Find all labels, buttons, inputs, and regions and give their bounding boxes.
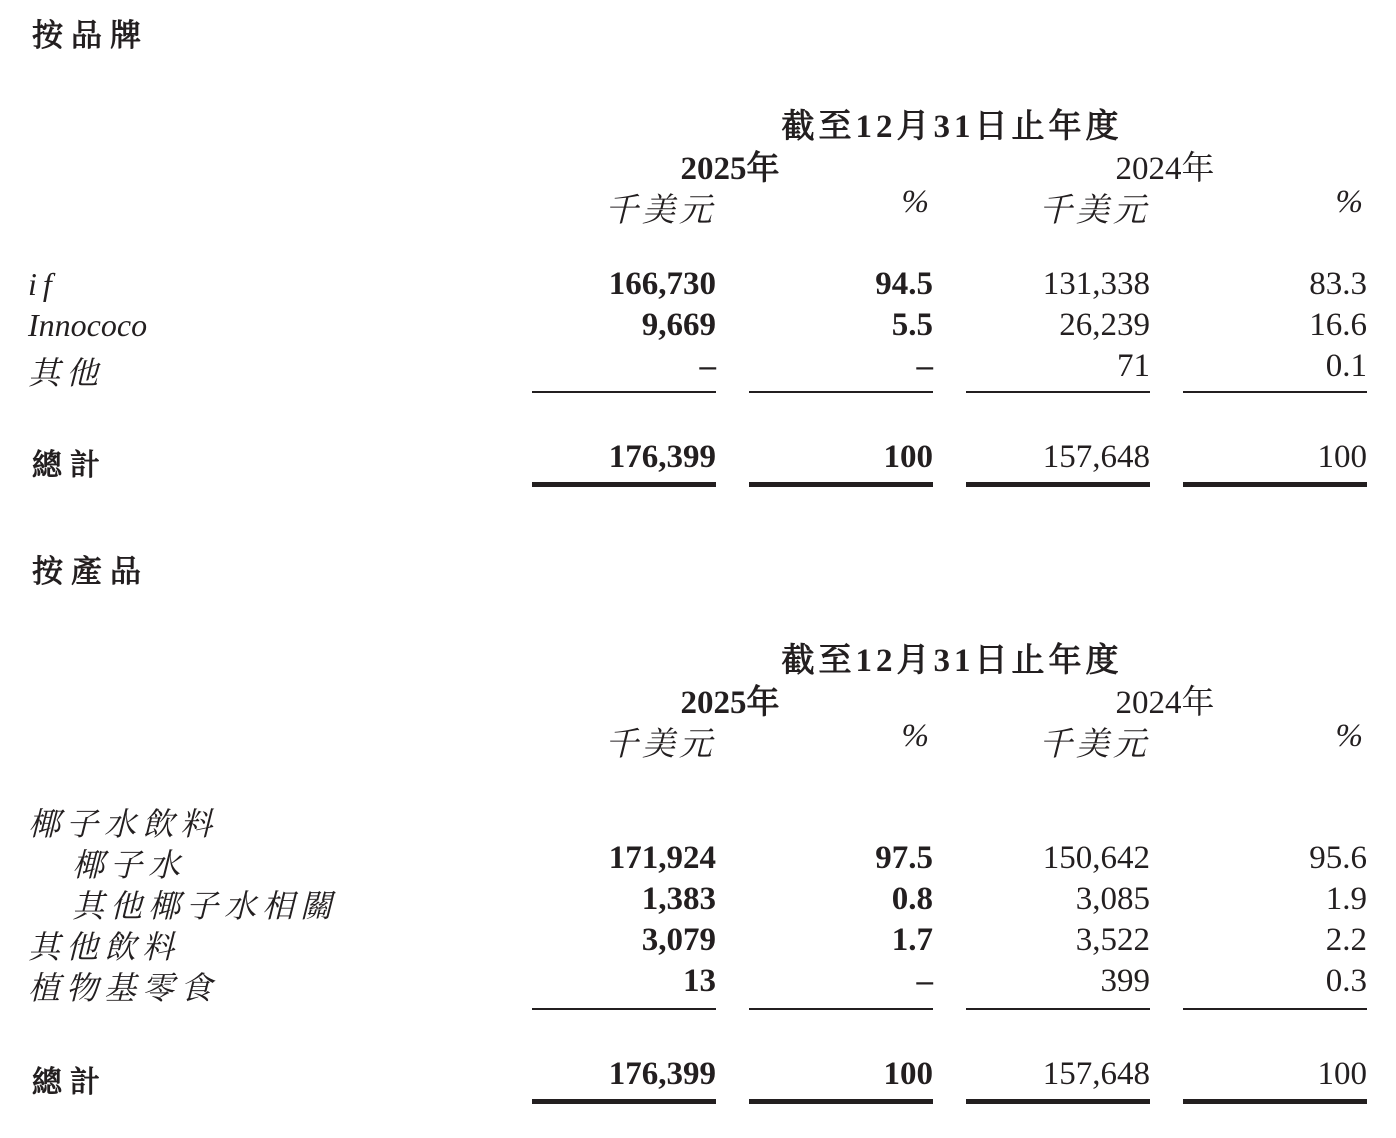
cell-value: 399 [1100,963,1150,999]
total-rule [532,482,716,487]
row-label-other-coconut-water-related: 其他椰子水相關 [72,888,339,924]
unit-header-amount-2025: 千美元 [605,727,716,763]
cell-value: 1.7 [891,922,933,958]
subtotal-rule [966,1008,1150,1010]
total-rule [532,1099,716,1104]
total-rule [966,482,1150,487]
row-label-coconut-water: 椰子水 [72,847,187,883]
subtotal-rule [1183,391,1367,393]
row-label-other-beverages: 其他飲料 [28,929,181,965]
subtotal-rule [966,391,1150,393]
total-value: 157,648 [1042,1056,1150,1092]
cell-value: 3,079 [641,922,716,958]
period-header: 截至12月31日止年度 [781,643,1123,679]
unit-header-amount-2024: 千美元 [1039,193,1150,229]
total-label: 總計 [32,448,108,483]
cell-value: 83.3 [1309,266,1367,302]
total-value: 176,399 [608,1056,716,1092]
period-header: 截至12月31日止年度 [781,109,1123,145]
row-label-innococo: Innococo [28,307,148,343]
year-header-2024: 2024年 [1115,151,1215,187]
cell-value: – [699,348,716,384]
cell-value: 0.8 [891,881,933,917]
cell-value: 131,338 [1042,266,1150,302]
year-header-2025: 2025年 [680,151,780,187]
group-label-coconut-water-beverages: 椰子水飲料 [28,806,219,842]
year-header-2024: 2024年 [1115,685,1215,721]
cell-value: 0.3 [1325,963,1367,999]
subtotal-rule [1183,1008,1367,1010]
row-label-plant-based-snacks: 植物基零食 [28,970,219,1006]
total-label: 總計 [32,1065,108,1100]
section-title-brand: 按品牌 [32,18,149,54]
cell-value: 1,383 [641,881,716,917]
cell-value: 13 [683,963,716,999]
cell-value: 150,642 [1042,840,1150,876]
section-title-product: 按產品 [32,554,149,590]
cell-value: 2.2 [1325,922,1367,958]
subtotal-rule [532,391,716,393]
cell-value: 26,239 [1059,307,1150,343]
cell-value: 9,669 [641,307,716,343]
cell-value: 5.5 [891,307,933,343]
unit-header-percent-2024: % [1335,184,1367,220]
cell-value: 95.6 [1309,840,1367,876]
unit-header-percent-2024: % [1335,718,1367,754]
unit-header-amount-2025: 千美元 [605,193,716,229]
cell-value: 0.1 [1325,348,1367,384]
cell-value: 16.6 [1309,307,1367,343]
year-header-2025: 2025年 [680,685,780,721]
total-rule [749,1099,933,1104]
row-label-others: 其他 [28,355,105,391]
cell-value: – [916,963,933,999]
cell-value: 3,522 [1075,922,1150,958]
cell-value: 71 [1117,348,1150,384]
total-value: 100 [883,439,933,475]
subtotal-rule [532,1008,716,1010]
total-rule [1183,1099,1367,1104]
total-rule [749,482,933,487]
unit-header-amount-2024: 千美元 [1039,727,1150,763]
total-value: 176,399 [608,439,716,475]
cell-value: 171,924 [608,840,716,876]
cell-value: 94.5 [875,266,933,302]
unit-header-percent-2025: % [901,718,933,754]
cell-value: 97.5 [875,840,933,876]
total-rule [966,1099,1150,1104]
cell-value: 166,730 [608,266,716,302]
unit-header-percent-2025: % [901,184,933,220]
total-rule [1183,482,1367,487]
total-value: 100 [883,1056,933,1092]
total-value: 100 [1317,1056,1367,1092]
total-value: 100 [1317,439,1367,475]
row-label-if: if [28,266,58,302]
cell-value: – [916,348,933,384]
total-value: 157,648 [1042,439,1150,475]
cell-value: 1.9 [1325,881,1367,917]
cell-value: 3,085 [1075,881,1150,917]
subtotal-rule [749,391,933,393]
subtotal-rule [749,1008,933,1010]
